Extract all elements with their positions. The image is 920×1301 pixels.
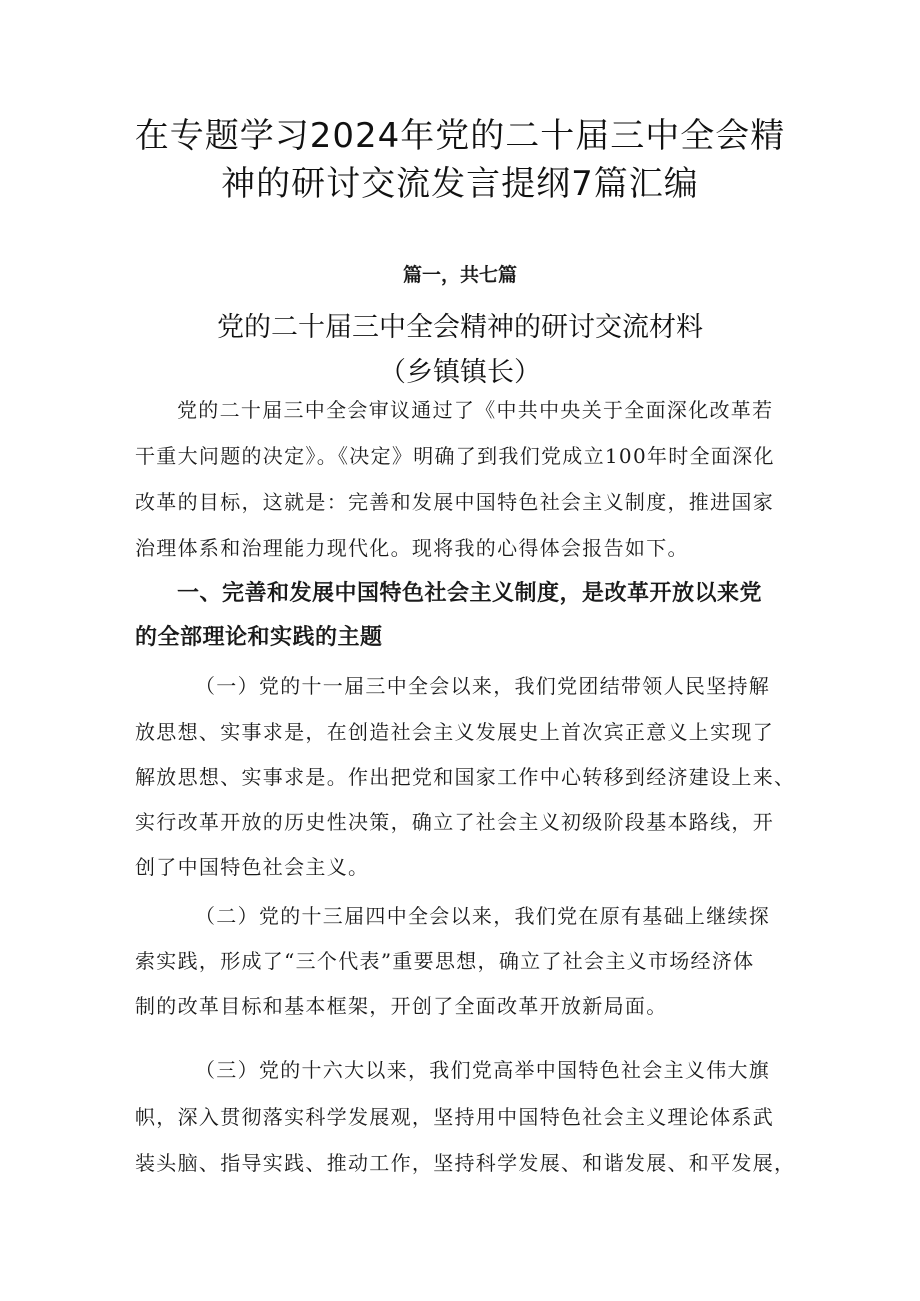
paragraph-line: 干重大问题的决定》。《决定》明确了到我们党成立100年时全面深化 xyxy=(135,444,775,468)
paragraph-line: 索实践，形成了“三个代表”重要思想，确立了社会主义市场经济体 xyxy=(135,949,755,973)
paragraph-line: 解放思想、实事求是。作出把党和国家工作中心转移到经济建设上来、 xyxy=(135,765,796,789)
section-heading-line: 一、完善和发展中国特色社会主义制度，是改革开放以来党 xyxy=(177,581,763,606)
paragraph-line: （一）党的十一届三中全会以来，我们党团结带领人民坚持解 xyxy=(195,674,771,698)
section-subtitle-line-1: 党的二十届三中全会精神的研讨交流材料 xyxy=(217,312,703,343)
paragraph-line: 创了中国特色社会主义。 xyxy=(135,855,370,879)
paragraph-line: 治理体系和治理能力现代化。现将我的心得体会报告如下。 xyxy=(135,536,689,560)
paragraph-line: 帜，深入贯彻落实科学发展观，坚持用中国特色社会主义理论体系武 xyxy=(135,1105,774,1129)
document-title-line-2: 神的研讨交流发言提纲7篇汇编 xyxy=(221,164,699,204)
part-label: 篇一，共七篇 xyxy=(402,264,517,286)
paragraph-line: 改革的目标，这就是：完善和发展中国特色社会主义制度，推进国家 xyxy=(135,490,774,514)
document-title-line-1: 在专题学习2024年党的二十届三中全会精 xyxy=(134,116,786,156)
section-heading-line: 的全部理论和实践的主题 xyxy=(135,625,383,650)
section-subtitle-line-2: （乡镇镇长） xyxy=(379,357,541,388)
paragraph-line: （二）党的十三届四中全会以来，我们党在原有基础上继续探 xyxy=(195,904,771,928)
paragraph-line: （三）党的十六大以来，我们党高举中国特色社会主义伟大旗 xyxy=(195,1058,771,1082)
paragraph-line: 制的改革目标和基本框架，开创了全面改革开放新局面。 xyxy=(135,994,668,1018)
paragraph-line: 放思想、实事求是，在创造社会主义发展史上首次宾正意义上实现了 xyxy=(135,720,774,744)
paragraph-line: 党的二十届三中全会审议通过了《中共中央关于全面深化改革若 xyxy=(177,398,774,422)
paragraph-line: 实行改革开放的历史性决策，确立了社会主义初级阶段基本路线，开 xyxy=(135,810,774,834)
paragraph-line: 装头脑、指导实践、推动工作，坚持科学发展、和谐发展、和平发展， xyxy=(135,1151,796,1175)
